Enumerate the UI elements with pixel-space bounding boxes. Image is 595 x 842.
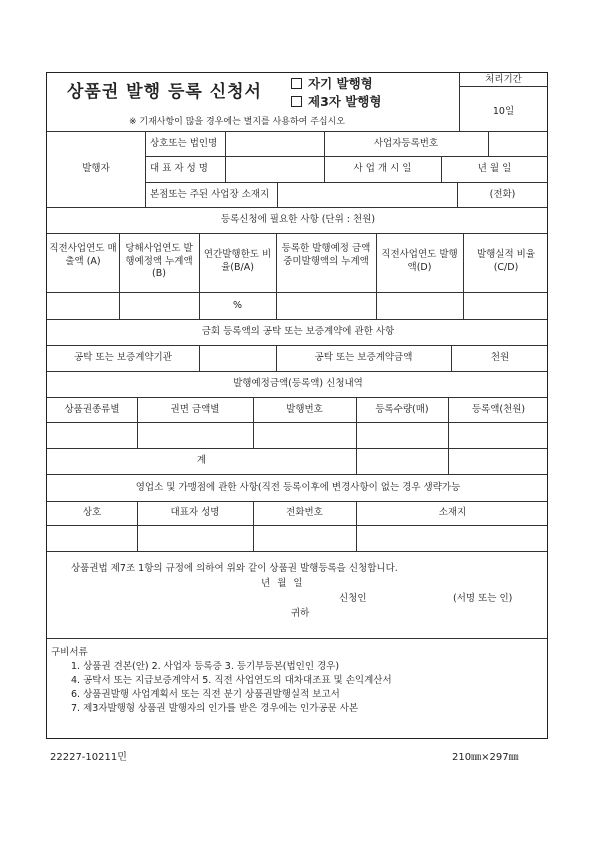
- issue-col-amount: 등록액(천원): [471, 404, 526, 415]
- start-date-label: 사 업 개 시 일: [353, 163, 412, 174]
- addressee-label: 귀하: [291, 608, 310, 619]
- biz-reg-field[interactable]: [489, 132, 547, 155]
- application-form: [46, 72, 548, 739]
- deposit-amount-unit[interactable]: 천원: [490, 352, 510, 363]
- documents-header: 구비서류: [51, 647, 88, 658]
- rep-name-field[interactable]: [226, 157, 323, 181]
- issue-col-number: 발행번호: [286, 404, 323, 415]
- reg-col-limit-ratio: 연간발행한도 비율(B/A): [203, 249, 272, 273]
- checkbox-icon[interactable]: [291, 96, 302, 107]
- type-option-third-party[interactable]: [291, 96, 381, 108]
- reg-col-issue-ratio: 발행실적 비율 (C/D): [476, 249, 536, 273]
- form-title: 상품권 발행 등록 신청서: [67, 82, 262, 102]
- deposit-header: 금회 등록액의 공탁 또는 보증계약에 관한 사항: [201, 326, 395, 337]
- reg-col-unissued: 등록한 발행예정 금액중미발행액의 누계액: [281, 243, 371, 267]
- deposit-agency-field[interactable]: [200, 346, 275, 370]
- document-line: 7. 제3자발행형 상품권 발행자의 인가를 받은 경우에는 인가공문 사본: [71, 703, 359, 714]
- issue-details-header: 발행예정금액(등록액) 신청내역: [233, 378, 363, 389]
- type-option-third-party-label: 제3자 발행형: [308, 94, 382, 109]
- address-label: 본점또는 주된 사업장 소재지: [150, 189, 270, 200]
- trade-name-field[interactable]: [226, 132, 323, 155]
- rep-name-label: 대 표 자 성 명: [150, 163, 208, 174]
- branch-col-name: 상호: [82, 507, 102, 518]
- deposit-amount-label: 공탁 또는 보증계약금액: [314, 352, 413, 363]
- processing-value: 10일: [492, 106, 515, 117]
- registration-header: 등록신청에 필요한 사항 (단위 : 천원): [220, 214, 376, 225]
- type-option-self[interactable]: [291, 78, 373, 90]
- branches-header: 영업소 및 가맹점에 관한 사항(직전 등록이후에 변경사항이 없는 경우 생략가능: [135, 482, 461, 493]
- reg-col-prev-issued: 직전사업연도 발행액(D): [381, 249, 458, 273]
- percent-sign: %: [232, 300, 243, 311]
- branch-col-phone: 전화번호: [286, 507, 323, 518]
- reg-col-prev-sales: 직전사업연도 매출액 (A): [49, 243, 117, 267]
- issue-col-quantity: 등록수량(매): [375, 404, 429, 415]
- issue-total-label: 계: [196, 455, 207, 466]
- issuer-section-label: 발행자: [82, 163, 110, 174]
- address-field[interactable]: [278, 183, 456, 206]
- processing-label: 처리기간: [485, 74, 522, 85]
- document-line: 4. 공탁서 또는 지급보증계약서 5. 직전 사업연도의 대차대조표 및 손익계산서: [71, 675, 392, 686]
- biz-reg-label: 사업자등록번호: [373, 138, 439, 149]
- applicant-label: 신청인: [339, 593, 367, 604]
- document-line: 1. 상품권 견본(안) 2. 사업자 등록증 3. 등기부등본(법인인 경우): [71, 661, 340, 672]
- branch-col-rep: 대표자 성명: [170, 507, 220, 518]
- start-date-field[interactable]: 년 월 일: [477, 163, 512, 174]
- phone-field[interactable]: (전화): [489, 189, 516, 200]
- issue-col-type: 상품권종류별: [64, 404, 120, 415]
- reg-col-cumulative: 당해사업연도 발행예정액 누계액(B): [125, 243, 193, 279]
- form-note: ※ 기재사항이 많을 경우에는 별지를 사용하여 주십시오: [129, 117, 345, 127]
- signature-label: (서명 또는 인): [453, 593, 513, 604]
- branch-col-address: 소재지: [438, 507, 467, 518]
- issue-col-face-value: 권면 금액별: [170, 404, 220, 415]
- declaration-date[interactable]: 년 월 일: [261, 578, 305, 589]
- paper-size: 210㎜×297㎜: [452, 752, 519, 763]
- form-code: 22227-10211민: [50, 752, 127, 763]
- declaration-text: 상품권법 제7조 1항의 규정에 의하여 위와 같이 상품권 발행등록을 신청합니다.: [71, 563, 398, 574]
- trade-name-label: 상호또는 법인명: [150, 138, 218, 149]
- document-line: 6. 상품권발행 사업계획서 또는 직전 분기 상품권발행실적 보고서: [71, 689, 340, 700]
- deposit-agency-label: 공탁 또는 보증계약기관: [74, 352, 172, 363]
- checkbox-icon[interactable]: [291, 78, 302, 89]
- type-option-self-label: 자기 발행형: [308, 76, 373, 91]
